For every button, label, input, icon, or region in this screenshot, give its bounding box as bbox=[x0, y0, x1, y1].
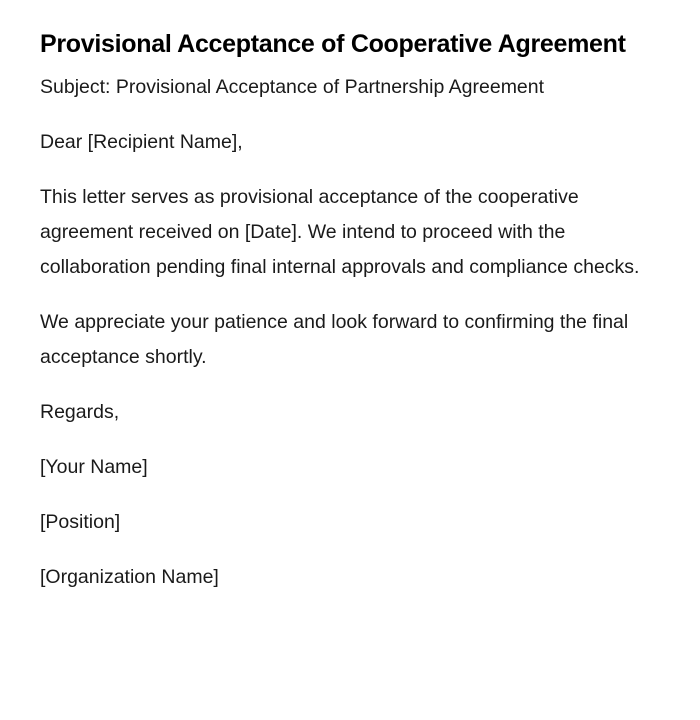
salutation: Dear [Recipient Name], bbox=[40, 131, 243, 153]
signature-organization: [Organization Name] bbox=[40, 566, 219, 588]
signature-position: [Position] bbox=[40, 511, 121, 533]
signature-name: [Your Name] bbox=[40, 456, 148, 478]
body-paragraph: We appreciate your patience and look forward to confirming the final acceptance shortly. bbox=[40, 311, 629, 368]
closing: Regards, bbox=[40, 401, 120, 423]
document-title: Provisional Acceptance of Cooperative Agreement bbox=[40, 30, 626, 58]
subject-line: Subject: Provisional Acceptance of Partnership Agreement bbox=[40, 76, 545, 98]
letter-document bbox=[40, 22, 650, 615]
body-paragraph: This letter serves as provisional acceptance of the cooperative agreement received on [Date]. We intend to proceed with the collaboration pending final internal approvals and compliance checks. bbox=[40, 186, 640, 278]
